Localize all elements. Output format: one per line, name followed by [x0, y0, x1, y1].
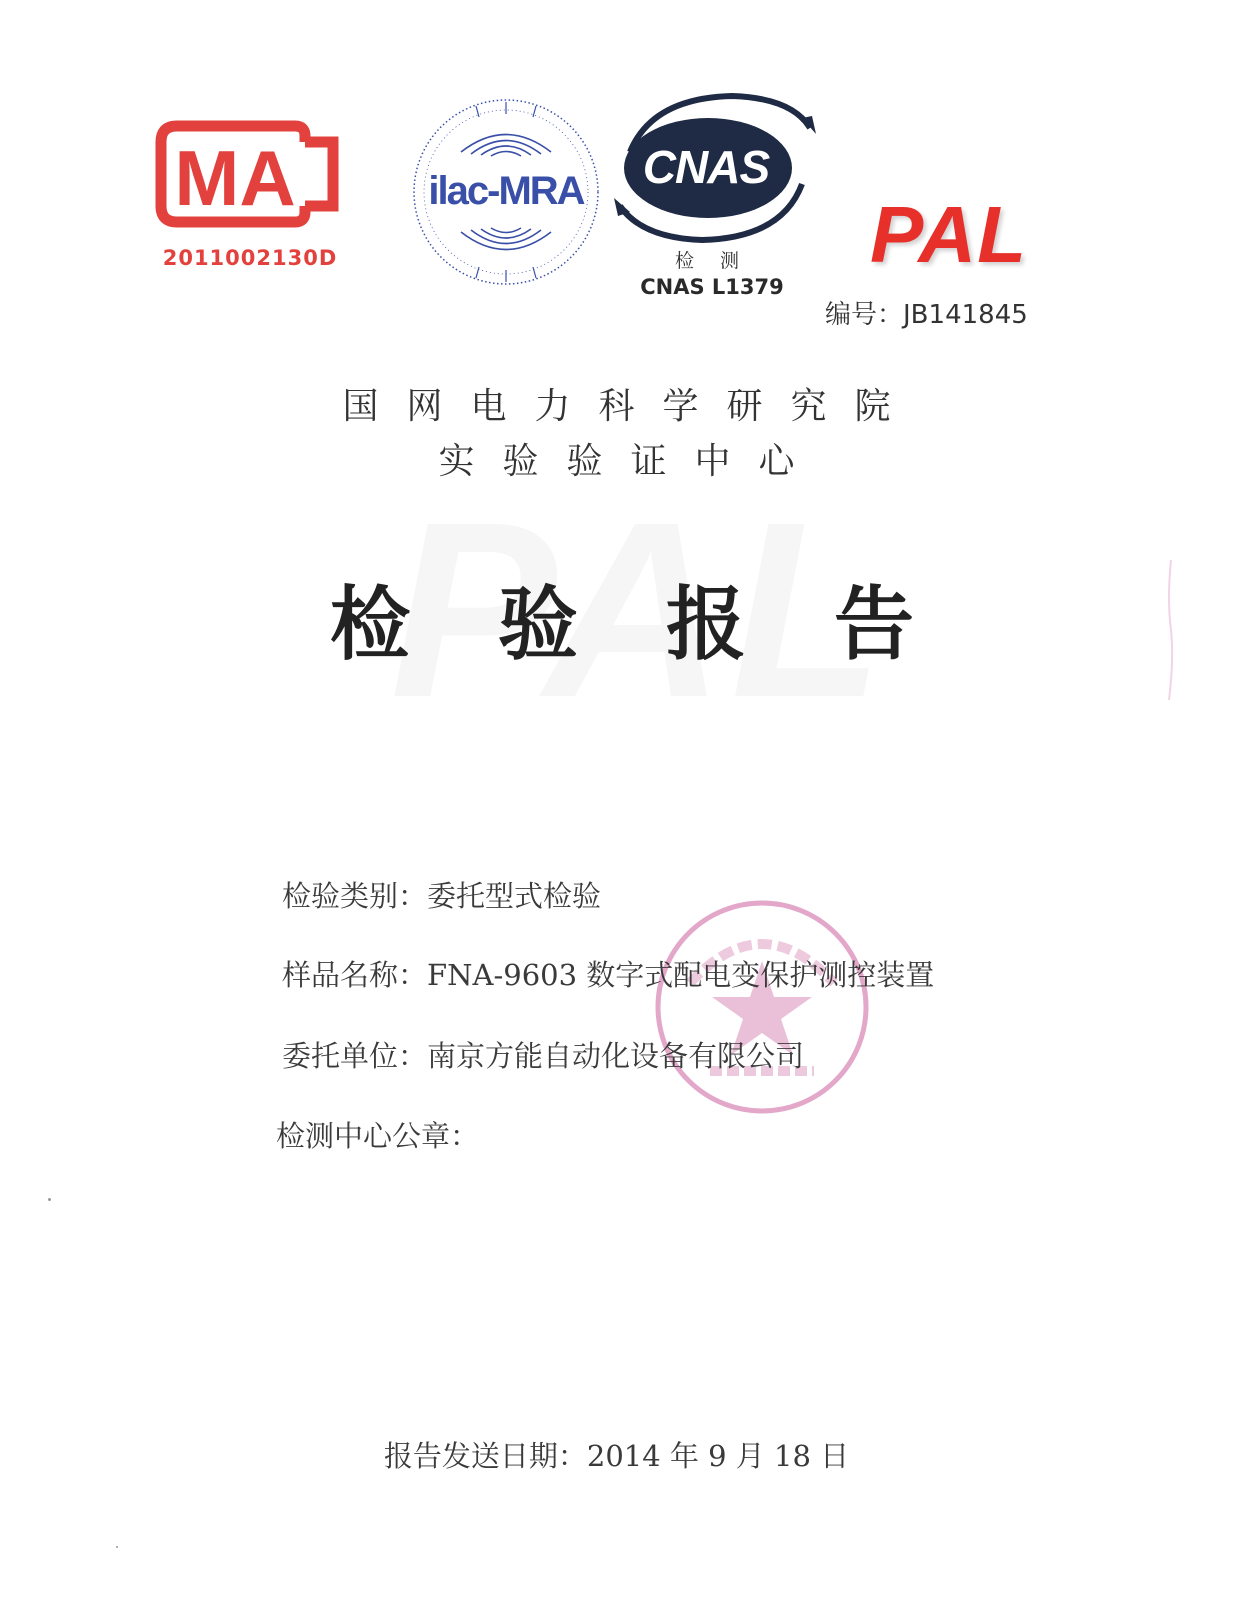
test-type-label: 检验类别： [282, 879, 428, 913]
cnas-logo-text: CNAS [642, 141, 770, 193]
cnas-sub-label: 检 测 [674, 250, 750, 272]
scan-speck [48, 1198, 51, 1201]
cnas-code: CNAS L1379 [640, 275, 784, 299]
ilac-mra-logo [406, 92, 606, 292]
cnas-logo [612, 88, 824, 246]
client-label: 委托单位： [282, 1039, 428, 1073]
issue-date [0, 1434, 1233, 1475]
cma-number: 2011002130D [162, 246, 338, 270]
client-value: 南京方能自动化设备有限公司 [427, 1039, 805, 1073]
report-number-label: 编号： [825, 300, 904, 330]
seal-label: 检测中心公章： [276, 1119, 480, 1153]
client-field [282, 1034, 804, 1075]
sample-name-label: 样品名称： [282, 958, 428, 992]
test-type-field [282, 874, 601, 915]
cma-logo-text: MA [174, 134, 296, 222]
scan-edge-mark [1165, 560, 1175, 700]
report-title: 检验报告 [330, 578, 1002, 671]
sample-name-value: FNA-9603 数字式配电变保护测控装置 [427, 958, 935, 992]
issue-date-value: 2014 年 9 月 18 日 [586, 1439, 850, 1473]
test-type-value: 委托型式检验 [427, 879, 602, 913]
issue-date-label: 报告发送日期： [383, 1439, 587, 1473]
report-number-value: JB141845 [903, 300, 1028, 330]
official-seal [650, 895, 875, 1120]
seal-field [276, 1114, 479, 1155]
cma-logo [155, 120, 345, 230]
report-number [825, 294, 1028, 331]
center-name: 实验验证中心 [438, 441, 823, 482]
scan-speck [116, 1546, 118, 1548]
pal-logo: PAL [870, 190, 1028, 279]
ilac-mra-text: ilac-MRA [428, 169, 584, 213]
sample-name-field [282, 953, 934, 994]
institute-name: 国网电力科学研究院 [342, 386, 919, 427]
